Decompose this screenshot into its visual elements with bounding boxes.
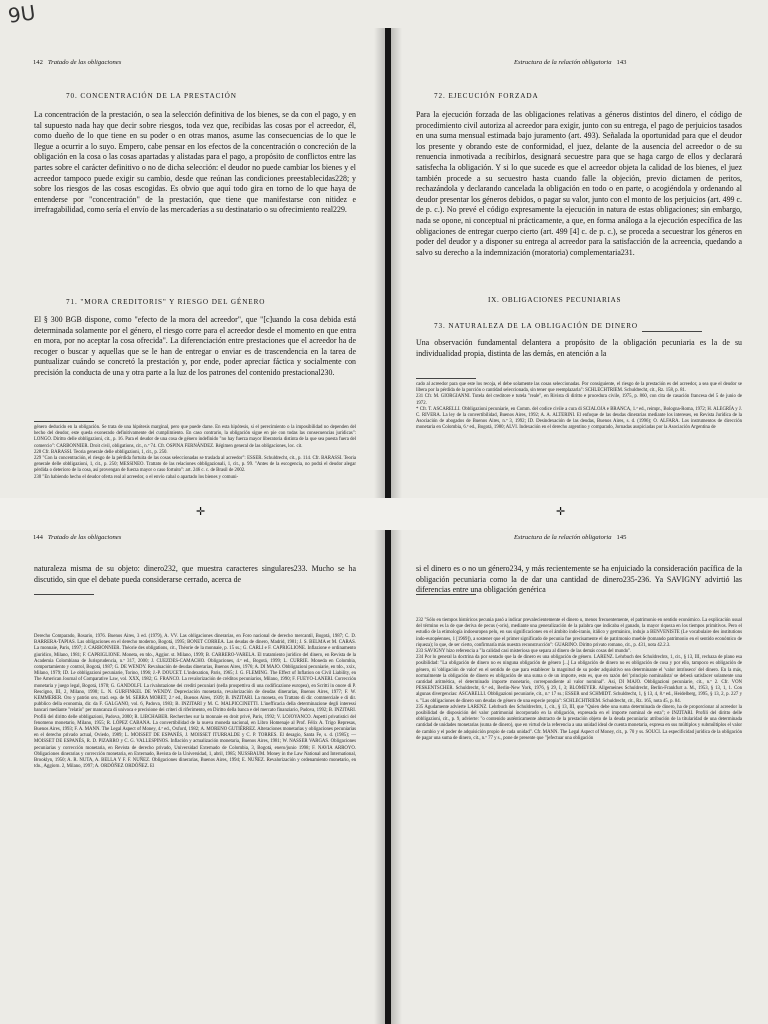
running-title: Estructura de la relación obligatoria [514, 534, 612, 541]
page-143 [388, 28, 768, 498]
page-number: 145 [616, 534, 627, 541]
footnotes: género deducido en la obligación. Se trata de una hipótesis marginal, pero que puede darse. En esta hipótesis, si el perecimiento o la imposibilidad no dependen del hecho del deudor, este queda exonerado definitivamente del cumplimiento. En caso contrario, la obligación sigue en pie con todas las consecuencias jurídicas": LONGO. Diritto delle obbligazioni, cit., p. 16. Para el deudor de una cosa de género indefinido "no hay fuerza mayor liberatoria distinta de la que sea puesta fuera del comercio": CARBONNIER. Droit civil, obligations, cit., n.º 74. Cfr. OSPINA FERNÁNDEZ. Régimen general de las obligaciones, loc. cit. 228 Cfr. BARASSI. Teoria generale delle obbligazioni, 1, cit., p. 250. 229 "Con la concentración, el riesgo de la pérdida fortuita de las cosas seleccionadas se traslada al acreedor": ESSER. Schuldrecht, cit., p. 114. Cfr. BARASSI. Teoria generale delle obbligazioni, 1, cit., p. 250; MESSINEO. Trattato de las relaciones obbligazionali, 1, cit., p. 99. "Antes de la escogencia, no podrá el deudor alegar pérdida o deterioro de la cosa, así provengan de fuerza mayor o caso fortuito": art. 246 c. c. de Brasil de 2002. 230 "En habiendo hecho el deudor oferta real al acreedor, o el envío cabal o apartado los bienes y comuni- [34, 425, 356, 480]
running-head [33, 59, 121, 66]
chapter-title: IX. OBLIGACIONES PECUNIARIAS [488, 296, 622, 304]
running-head [514, 59, 626, 66]
page-number: 143 [616, 59, 627, 66]
title-underline [642, 331, 702, 332]
running-head [33, 534, 121, 541]
page-145 [388, 530, 768, 1024]
page-number: 142 [33, 59, 43, 66]
section-body: El § 300 BGB dispone, como "efecto de la mora del acreedor", que "[c]uando la cosa debida está determinada solamente por el género, el riesgo corre para el acreedor desde el momento en que entra en mora, por no aceptar la cosa ofrecida". La diferenciación entre prestaciones que el acreedor ha de recoger o buscar y aquellas que se le han de entregar o enviar es de trascendencia en la tarea de puntualizar cuándo se concretó la prestación y, por ende, poder apreciar fáctica y socialmente con precisión la conducta de una y otra parte a la luz de los patrones del contenido prestacional230. [34, 315, 356, 377]
section-body: Una observación fundamental delantera a propósito de la obligación pecuniaria es la de su individualidad propia, distinta de las demás, en atención a la [416, 338, 742, 358]
section-body: Para la ejecución forzada de las obligaciones relativas a géneros distintos del dinero, el código de procedimiento civil autoriza al acreedor para exigir, junto con su entrega, el pago de perjuicios tasados en una suma mensual estimada bajo juramento (art. 493). Señalada la oportunidad para que el deudor los presente y obrando este de conformidad, el juez, delante de la ausencia del acreedor o de su renuencia inmotivada a recibirlos, designará secuestre para que se haga cargo de ellos y declarará satisfecha la obligación. Y si lo que sucede es que el acreedor objeta la calidad de los bienes, el juez también procede a su secuestro hasta cuando falle la objeción, previo dictamen de peritos, rechazándola y declarando cancelada la obligación en todo o en parte, o acogiéndola y ordenando al deudor presentar los géneros debidos, o pagar su valor, junto con el monto de los perjuicios (art. 499 c. de p. c.). No prevé el código expresamente la ejecución in natura de estas obligaciones; sin embargo, nada se opone, ni conceptual ni prácticamente, a que, en forma análoga a la ejecución específica de las obligaciones de entregar cuerpo cierto (art. 499 [4] c. de p. c.), se proceda a secuestrar los géneros en poder del deudor y a disponer su entrega al acreedor para la satisfacción de la acreencia, quedando a salvo su derecho a la indemnización (moratoria) complementaria231. [416, 110, 742, 257]
book-gutter [385, 28, 391, 498]
page-142 [0, 28, 388, 498]
handwritten-mark: 9U [6, 0, 37, 28]
footnotes: Derecho Comparado, Rosario, 1976. Buenos Aires, 3 ed. (1979), A. VV. Las obligaciones dinerarias, en Foro nacional de derecho mercantil, Bogotá, 1987; C. D. BARRERA-TAPIAS. Las obligaciones en el derecho moderno, Bogotá, 1995; BONET CORREA. Las deudas de dinero, Madrid, 1981; J. S. BELMA et M. CARAS. La monnaie, Paris, 1997; J. CARBONNIER. Théorie des obligations, cit., Théorie de la monnaie, p. 15 ss.; G. CARLI e F. CAPRIGLIONE. Inflazione e ordinamento giuridico, Milano, 1981; F. CAPRIGLIONE. Moneta, en tdo., Aggior. st. Milano, 1999; B. CARRERO-VARELA. El tratamiento jurídico del dinero, en Revista de la Academia Colombiana de Jurisprudencia, n.º 317, 2000; J. CUEZDES-CAMACHO. Obligaciones, 4.ª ed., Bogotá, 1999; L. CURRIE. Moneda en Colombia, comportamiento y control, Bogotá, 1987; G. DE WENDY. Revaluación de deudas dinerarias, Buenos Aires, 1976; A. DI MAJO. Obbligazioni pecuniarie, en tdo., xxix, Milano, 1979; ID. Le obbligazioni pecuniarie, Torino, 1996; J.-P. DOUCET. L'indexation, Paris, 1965; J. G. FLEMING. The Effect of Inflation on Civil Liability, en The American Journal of Comparative Law, vol. XXX, 1982; G. FRANCO. La revalorización de créditos pecuniarios, Milano, 1990; F. FUEYO-LANERI. Corrección monetaria y juego legal, Bogotá, 1978; G. GANDOLFI. La rivalutazione dei crediti pecuniari (nella prospettiva di una codificazione europea), en Scritti in onore di P. Rescigno, III, 2, Milano, 1998; L. N. GURFINKEL DE WENDY. Depreciación monetaria, revalorización de deudas dinerarias, Buenos Aires, 1977; F. W. KEMMERER. Oro y patrón oro, trad. esp. de M. SERRA MORET, 2.ª ed., Buenos Aires, 1939; B. INZITARI. La moneta, en Trattato di dir. commerciale e di dir. pubblico della economia, dir. da F. GALGANO, vol. 6, Padova, 1983; B. INZITARI y M. C. MALPICCINETTI. L'inefficacia della determinazione degli interessi bancari mediante "relatio" per mancanza di univoca e precisione dei criteri di riferimento, en Diritto della banca e del mercato finanziario, Padova, 1992; B. INZITARI. Profili del diritto delle obbligazioni, Padova, 2000; R. LIBCHABER. Recherches sur la monnaie en droit privé, Paris, 1992; V. LOJOYANCO. Aspetti privatistici del fenomeno monetario, Milano, 1955; R. LÓPEZ CABANA. La convertibilidad de la nueva moneda nacional, en Libro Homenaje al Prof. Félix A. Trigo Represas, Buenos Aires, 1993; F. A. MANN. The Legal Aspect of Money, 4.ª ed., Oxford, 1982; A. MORENO GUTIÉRREZ. Alteraciones monetarias y obligaciones pecuniarias en el derecho privado actual, Oviedo, 1989; L. MOISSET DE ESPANÉS, J. MOISSET ITURRALDE y C. P. TORRES. El desagio, Santa Fe, s. d. (1985); — MOISSET DE ESPANÉS, R. D. PIZARRO y C. G. VALLESPINOS. Inflación y actualización monetaria, Buenos Aires, 1981; W. NASSER VARGAS. Obligaciones pecuniarias y corrección monetaria, en Revista de derecho privado, Universidad Externado de Colombia, 3, Bogotá, enero/junio 1998; F. NAVIA ARROYO. Obligaciones dinerarias y corrección monetaria, en Externado, Revista de la Universidad, 1, abril, 1985; NUSSBAUM. Money in the Law National and International, Brooklyn, 1950; A. R. NUTA, A. BELLA Y F. F. NUÑEZ. Obligaciones dinerarias, Buenos Aires, 1994; E. NUÑEZ. Revalorización y ordenamiento monetario, en tdo., Aggiorn. 2, Milano, 1997; A. ORDÓÑEZ ORDÓÑEZ. El [34, 634, 356, 770]
running-head [514, 534, 626, 541]
cross-mark-icon: ✛ [196, 505, 206, 518]
section-title: 71. "MORA CREDITORIS" Y RIESGO DEL GÉNERO [66, 298, 266, 306]
footnote-rule [34, 421, 94, 422]
footnotes: 232 "Sólo en tiempos históricos pecunia pasó a indicar prevalecientemente el dinero u, menos frecuentemente, el patrimonio en sentido económico. La explicación usual del término es la de que deriva de pecus (-oris), mediante una generalización de la palabra que indicaba el ganado, la mayor riqueza en los tiempos primitivos. Pero el estudio de la etimología indoeuropea pelu, en sus significaciones en el ámbito indo-iranio, itálico y germánico, indujo a BENVENISTE (Le vocabulaire des institutions indo-européennes, 1 [1969]), a sostener que el primer significado de pecunia fue precisamente el de patrimonio mueble (tomando patrimonio en el sentido económico de riqueza); lo que, de ser cierto, confirmaría más nuestra reconstrucción": GUARINO. Diritto privato romano, cit., p. 431, nota 42.2.3. 233 SAVIGNY hizo referencia a "la calidad casi misteriosa que separa al dinero de las demás cosas del mundo". 234 Por lo general la doctrina da por sentado que la de dinero es una obligación de género. LARENZ. Lehrbuch des Schuldrechts, 1, cit., § 13, III, rechaza de plano esa posibilidad: "La obligación de dinero no es ninguna obligación de género [...] La obligación de dinero no es obligación de cosa y por ello, tampoco es obligación de género, ni 'obligación de valor' en el sentido de que para establecer la magnitud de su poder adquisitivo sea determinante el 'valor intrínseco' del dinero. En la más, normalmente la obligación de dinero es obligación de una suma o de un importe, esto es, que en razón del 'principio nominalista' se deberá satisfacer solamente una cantidad aritmética, el determinado importe monetario, correspondiente al valor nominal". Así, DI MAJO. Obbligazioni pecuniarie, cit., n.º 2. Cfr. VON PESKENTSCHER. Schuldrecht, 6.ª ed., Berlin-New York, 1976, § 29, I, 3; BLOMEYER. Allgemeines Schuldrecht, Berlin-Frankfurt a. M., 1953, § 13, 1, 1. Con algunas divergencias: ASCARELLI. Obbligazioni pecuniarie, cit., n.º 17 ss.; ESSER und SCHMIDT. Schuldrecht, 1, § 13, 4, 8.ª ed., Heidelberg, 1995, § 13, 2, p. 227 y s. "Las obligaciones de dinero son deudas de género de una especie propia": SCHLECHTRIEM. Schuldrecht, cit., Rz. 165, nota 45, p. 84. 235 Agudamente advierte LARENZ. Lehrbuch des Schuldrechts, 1, cit., § 13, III, que "Quien debe una suma determinada de dinero, ha de proporcionar al acreedor la posibilidad de disposición del valor patrimonial incorporado en la obligación, expresada en el importe nominal de esta"; e INZITARI. Profili del diritto delle obbligazioni, cit., p. 9, advierte: "o contenido auténticamente abstracto de la prestación objeto de la deuda pecuniaria: atribución de la titularidad de una determinada cantidad de unidades monetarias (suma de dinero), que en virtud de la referencia a una unidad ideal de cuenta monetaria, expresa en sus múltiplos y submúltiplos el valor de cambio y el poder de adquisición propio de cada unidad". Cfr. MANN. The Legal Aspect of Money, cit., p. 70 y ss. SOUCI. La especificidad jurídica de la obligación de pagar una suma de dinero, cit., n.º 77 y s., pone de presente que "[efectuar una obligación [416, 618, 742, 741]
page-144 [0, 530, 388, 1024]
footnote-rule [416, 378, 476, 379]
section-title: 70. CONCENTRACIÓN DE LA PRESTACIÓN [66, 92, 237, 100]
section-body: La concentración de la prestación, o sea la selección definitiva de los bienes, se da con el pago, y en tal supuesto nada hay que decir sobre riesgos, toda vez que, recibidas las cosas por el acreedor, él, como dueño de lo que tiene en su poder o en otras manos, asume las consecuencias de lo que le llegue a ocurrir a lo suyo. Empero, cabe pensar en los efectos de la concentración o concreción de la obligación en la cosa o las cosas apartadas y alistadas para el pago, a propósito de conflictos entre las partes sobre el carácter definitivo o no de dicha selección: el deudor no puede cambiar los bienes y el acreedor tampoco puede exigir su cambio, desde que reúnan las condiciones preestablecidas228; y sobre los riesgos de las cosas escogidas. Es obvio que aquí todo gira en torno de lo que haya de entenderse por "concentración" de la prestación, que tiene que manifestarse con nitidez e irrefragabilidad, como sería el envío de las mercaderías a su destinatario o su ofrecimiento real229. [34, 110, 356, 215]
section-title: 73. NATURALEZA DE LA OBLIGACIÓN DE DINERO [434, 322, 638, 330]
section-title: 72. EJECUCIÓN FORZADA [434, 92, 539, 100]
footnotes: cado al acreedor para que este los recoja, el debe solamente las cosas seleccionadas. Por consiguiente, el riesgo de la prestación es del acreedor, a sea que el deudor se libera por la pérdida de la porción o cantidad seleccionada, sin tener que reemplazarla": SCHLECHTRIEM. Schuldrecht, cit., Rz. 158, p. 81. 231 Cfr. M. GIORGIANNI. Tutela del creditore e tutela "reale", en Rivista di diritto e procedura civile, 1975, p. 860, con cita de casación francesa del 5 de junio de 1972. * Cfr. T. ASCARELLI. Obbligazioni pecuniarie, en Comm. del codice civile a cura di SCIALOJA e BRANCA, 1.ª ed., reimpr., Bologna-Roma, 1972; H. ALEGRÍA y J. C. RIVERA. La ley de la convertibilidad, Buenos Aires, 1992; A. A. ALTERINI. El enfoque de las deudas dinerarias mediante los intereses, en Revista Jurídica de la Asociación de abogados de Buenos Aires, n.º 3, 1992; ID. Desindexación de las deudas, Buenos Aires, s. d. (1996); O. ALFARA. Los instrumentos de dirección monetaria en Colombia, 6.ª ed., Bogotá, 1980; ALVI. Indexación en el derecho argentino y comparado, Jornadas auspiciadas por la Asociación Argentina de [416, 382, 742, 431]
cross-mark-icon: ✛ [556, 505, 566, 518]
footnote-rule [416, 594, 476, 595]
scan-top-margin [0, 0, 768, 28]
running-title: Tratado de las obligaciones [47, 534, 122, 541]
footnote-rule [34, 594, 94, 595]
section-body: si el dinero es o no un género234, y más recientemente se ha enjuiciado la consideración pacífica de la obligación pecuniaria como la de dar una cantidad de dinero235-236. Ya SAVIGNY advirtió las diferencias entre una obligación genérica [416, 564, 742, 595]
section-body: naturaleza misma de su objeto: dinero232, que muestra caracteres singulares233. Mucho se ha discutido, sin que el debate pueda considerarse cerrado, acerca de [34, 564, 356, 584]
book-gutter [385, 530, 391, 1024]
running-title: Tratado de las obligaciones [47, 59, 122, 66]
running-title: Estructura de la relación obligatoria [514, 59, 612, 66]
page-number: 144 [33, 534, 43, 541]
scan-middle-margin [0, 498, 768, 530]
